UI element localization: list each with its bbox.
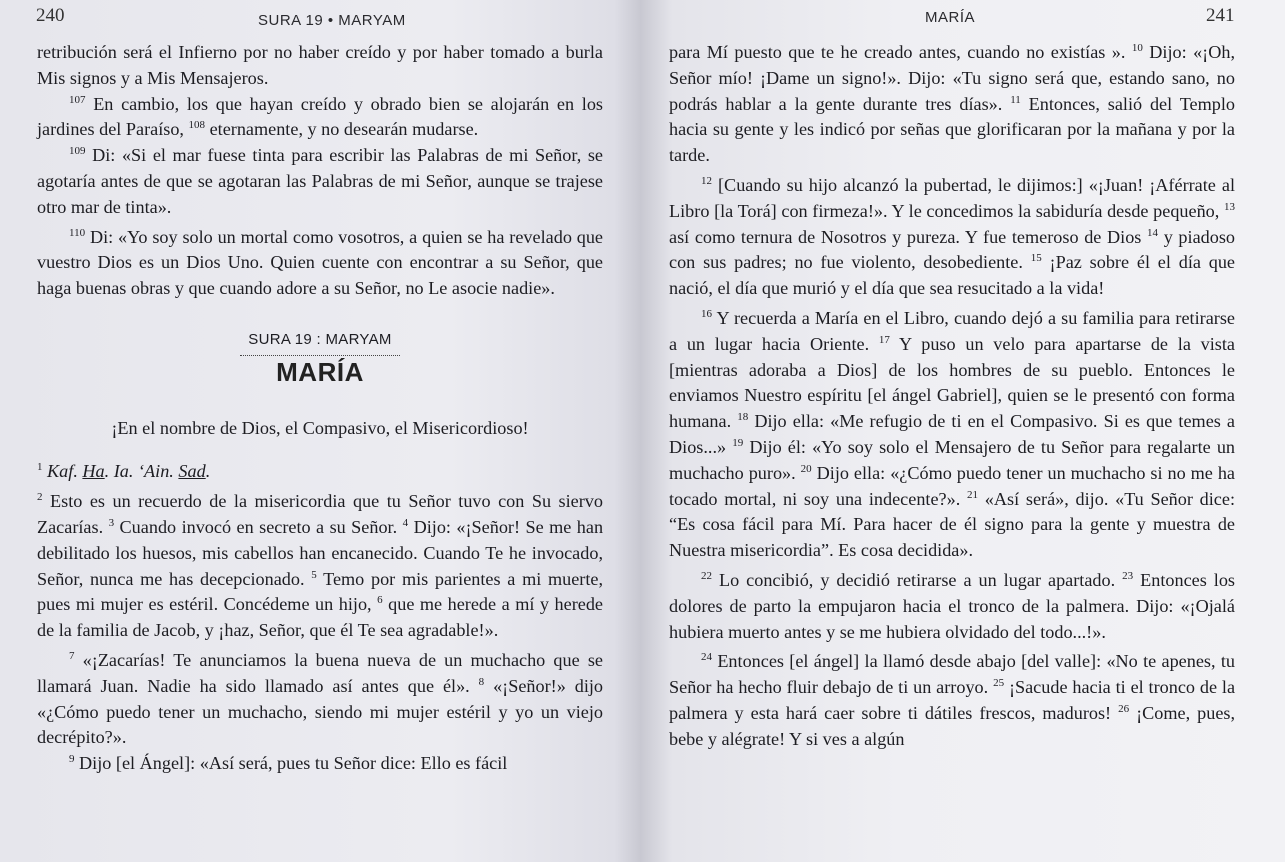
verse-number: 20	[800, 462, 812, 475]
verse-number: 107	[69, 93, 86, 106]
verse-text: para Mí puesto que te he creado antes, cuando no existías ».	[669, 42, 1126, 62]
verse-text: Y puso un velo para apartarse de la vista [mientras adoraba a Dios] de los hombres de su pueblo. Entonces le enviamos Nuestro espíritu [el ángel Gabriel], quien se le presentó con forma humana.	[669, 333, 1235, 432]
paragraph	[669, 40, 1235, 169]
verse-number: 6	[377, 594, 383, 607]
running-head: MARÍA	[925, 9, 976, 26]
verse-number: 7	[69, 649, 75, 662]
verse-number: 110	[69, 226, 86, 239]
verse-text: «¡Zacarías! Te anunciamos la buena nueva de un muchacho que se llamará Juan. Nadie ha sido llamado así antes que él».	[37, 649, 604, 696]
right-page	[640, 0, 1285, 862]
left-page	[0, 0, 640, 862]
verse-number: 4	[402, 516, 409, 529]
verse-number: 24	[701, 651, 712, 664]
verse-number: 13	[1224, 200, 1235, 213]
verse-number: 19	[732, 436, 744, 449]
paragraph	[669, 568, 1235, 645]
verse-number: 22	[701, 569, 712, 582]
verse-number: 12	[701, 174, 712, 187]
paragraph	[37, 459, 603, 485]
verse-number: 10	[1131, 42, 1143, 54]
paragraph	[37, 143, 603, 220]
paragraph	[669, 306, 1235, 564]
sura-heading	[37, 326, 603, 386]
verse-number: 18	[737, 411, 749, 424]
page-number: 240	[36, 5, 65, 26]
verse-text: Esto es un recuerdo de la misericordia que tu Señor tuvo con Su siervo Zacarías.	[37, 491, 603, 537]
sura-name: MARÍA	[276, 356, 364, 387]
verse-text: Entonces, salió del Templo hacia su gente y les indicó por señas que glorificaran por la mañana y por la tarde.	[669, 93, 1236, 166]
verse-text: Dijo: «¡Señor! Se me han debilitado los huesos, mis cabellos han encanecido. Cuando Te he invocado, Señor, nunca me has decepcionado.	[37, 516, 604, 589]
paragraph	[669, 649, 1235, 752]
verse-text: Temo por mis parientes a mi muerte, pues mi mujer es estéril. Concédeme un hijo,	[37, 568, 604, 615]
verse-number: 21	[967, 488, 979, 501]
paragraph	[37, 489, 603, 644]
left-page-body	[37, 40, 603, 777]
paragraph	[669, 173, 1235, 302]
verse-text: Dijo él: «Yo soy solo el Mensajero de tu Señor para regalarte un muchacho puro».	[669, 436, 1236, 483]
page-number: 241	[1206, 5, 1235, 26]
verse-number: 26	[1118, 702, 1130, 715]
verse-number: 15	[1030, 252, 1042, 265]
paragraph	[37, 92, 603, 144]
verse-text: Dijo [el Ángel]: «Así será, pues tu Señor dice: Ello es fácil	[79, 753, 508, 774]
paragraph	[37, 648, 603, 751]
right-page-body	[669, 40, 1235, 753]
verse-number: 14	[1147, 226, 1159, 239]
verse-number: 109	[69, 145, 86, 158]
paragraph	[37, 751, 603, 777]
verse-number: 8	[478, 675, 485, 688]
verse-text: «¡Señor!» dijo «¿Cómo puedo tener un muchacho, siendo mi mujer estéril y yo un viejo decrépito?».	[37, 675, 604, 748]
verse-number: 11	[1010, 93, 1021, 106]
verse-text: Lo concibió, y decidió retirarse a un lugar apartado.	[718, 569, 1116, 590]
verse-text: Kaf. Ha. Ia. ‘Ain. Sad.	[47, 461, 211, 482]
verse-text: ¡Come, pues, bebe y alégrate! Y si ves a algún	[669, 702, 1236, 749]
verse-text: Di: «Yo soy solo un mortal como vosotros, a quien se ha revelado que vuestro Dios es un Dios Uno. Quien cuente con encontrar a su Señor, que haga buenas obras y que cuando adore a su Señor, no Le asocie nadie».	[37, 226, 604, 299]
paragraph: retribución será el Infierno por no haber creído y por haber tomado a burla Mis signos y a Mis Mensajeros.	[37, 42, 603, 88]
verse-number: 1	[37, 461, 43, 474]
running-head: SURA 19 • MARYAM	[258, 12, 406, 29]
verse-number: 25	[993, 677, 1005, 690]
verse-number: 9	[69, 753, 75, 766]
verse-text: Dijo ella: «Me refugio de ti en el Compasivo. Si es que temes a Dios...»	[669, 411, 1236, 457]
verse-text: Entonces [el ángel] la llamó desde abajo [del valle]: «No te apenes, tu Señor ha hecho fluir debajo de ti un arroyo.	[669, 651, 1235, 698]
verse-number: 16	[701, 307, 712, 320]
verse-text: «Así será», dijo. «Tu Señor dice: “Es cosa fácil para Mí. Para hacer de él signo para la gente y muestra de Nuestra misericordia”. Es cosa decidida».	[669, 488, 1236, 561]
verse-text: ¡Paz sobre él el día que nació, el día que murió y el día que sea resucitado a la vida!	[669, 252, 1236, 299]
verse-number: 5	[311, 568, 317, 581]
verse-text: y piadoso con sus padres; no fue violento, desobediente.	[669, 226, 1236, 273]
verse-text: Dijo ella: «¿Cómo puedo tener un muchacho si no me ha tocado mortal, ni soy una indecente?».	[669, 462, 1235, 509]
verse-text: Y recuerda a María en el Libro, cuando dejó a su familia para retirarse a un lugar hacia Oriente.	[669, 307, 1236, 354]
basmala: ¡En el nombre de Dios, el Compasivo, el Misericordioso!	[111, 417, 529, 438]
verse-number: 108	[188, 119, 206, 132]
verse-number: 3	[108, 516, 115, 529]
verse-text: Dijo: «¡Oh, Señor mío! ¡Dame un signo!». Dijo: «Tu signo será que, estando sano, no podrás hablar a la gente durante tres días».	[669, 42, 1235, 114]
paragraph	[37, 225, 603, 302]
verse-number: 23	[1122, 569, 1134, 582]
verse-text: así como ternura de Nosotros y pureza. Y fue temeroso de Dios	[669, 226, 1142, 247]
verse-text: Di: «Si el mar fuese tinta para escribir las Palabras de mi Señor, se agotaría antes de que se agotaran las Palabras de mi Señor, aunque se trajese otro mar de tinta».	[37, 145, 603, 217]
verse-number: 2	[37, 491, 43, 504]
verse-text: [Cuando su hijo alcanzó la pubertad, le dijimos:] «¡Juan! ¡Aférrate al Libro [la Torá] con firmeza!». Y le concedimos la sabiduría desde pequeño,	[669, 174, 1235, 221]
verse-text: Entonces los dolores de parto la empujaron hacia el tronco de la palmera. Dijo: «¡Ojalá hubiera muerto antes y se me hubiera olvidado del todo...!».	[669, 569, 1236, 642]
sura-label: SURA 19 : MARYAM	[240, 327, 400, 356]
verse-number: 17	[878, 333, 890, 346]
verse-text: que me herede a mí y herede de la familia de Jacob, y ¡haz, Señor, que él Te sea agradable!».	[37, 594, 603, 641]
verse-text: Cuando invocó en secreto a su Señor.	[119, 516, 398, 537]
verse-text: eternamente, y no desearán mudarse.	[209, 119, 479, 140]
verse-text: ¡Sacude hacia ti el tronco de la palmera y esta hará caer sobre ti dátiles frescos, maduros!	[669, 677, 1236, 723]
verse-text: En cambio, los que hayan creído y obrado bien se alojarán en los jardines del Paraíso,	[37, 93, 604, 140]
